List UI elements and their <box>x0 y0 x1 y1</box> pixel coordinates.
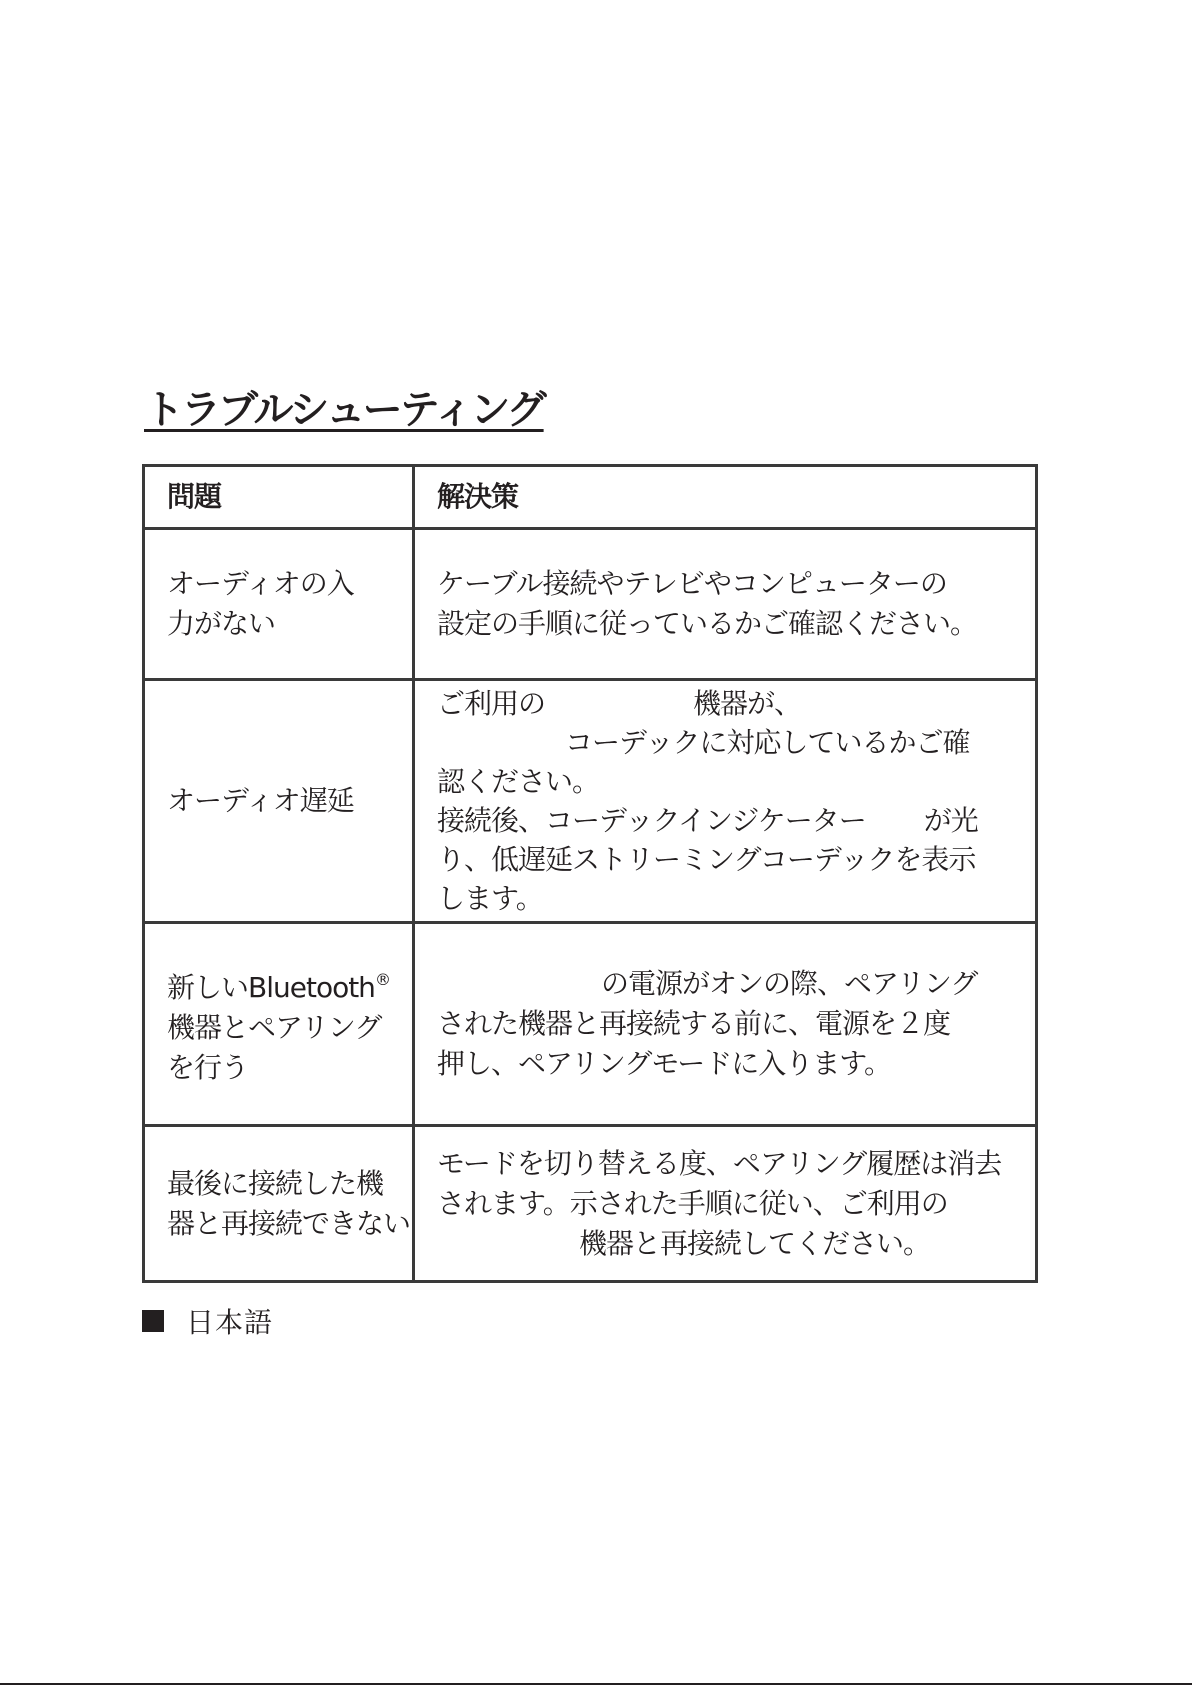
solution-text: の電源がオンの際、ペアリング <box>601 967 978 1000</box>
problem-text: 力がない <box>167 607 276 640</box>
page-title: トラブルシューティング <box>144 387 544 433</box>
table-row <box>144 1126 1037 1282</box>
solution-cell <box>414 680 1037 923</box>
problem-text: オーディオの入 <box>167 567 354 600</box>
solution-text: された機器と再接続する前に、電源を２度 <box>437 1007 951 1040</box>
problem-text: オーディオ遅延 <box>167 784 354 817</box>
table-row <box>144 923 1037 1126</box>
problem-text: 機器とペアリング <box>167 1011 382 1044</box>
language-footer <box>142 1303 273 1339</box>
problem-text: 器と再接続できない <box>167 1206 411 1240</box>
solution-text: コーデックに対応しているかご確 <box>565 726 970 759</box>
solution-text: り、低遅延ストリーミングコーデックを表示 <box>437 843 976 876</box>
solution-text: 接続後、コーデックインジケーター が光 <box>437 804 978 837</box>
problem-cell <box>144 529 414 680</box>
solution-cell <box>414 923 1037 1126</box>
table-row <box>144 529 1037 680</box>
table-row <box>144 680 1037 923</box>
solution-cell <box>414 1126 1037 1282</box>
solution-text: 機器と再接続してください。 <box>579 1226 931 1260</box>
problem-text: 新しいBluetooth® <box>167 970 390 1004</box>
solution-text: 設定の手順に従っているかご確認ください。 <box>437 607 978 640</box>
solution-text: モードを切り替える度、ペアリング履歴は消去 <box>437 1146 1002 1180</box>
header-solution: 解決策 <box>414 466 1037 529</box>
problem-cell <box>144 923 414 1126</box>
solution-text: します。 <box>437 882 543 915</box>
header-problem: 問題 <box>144 466 414 529</box>
troubleshooting-table <box>142 464 1038 1283</box>
solution-text: されます。示された手順に従い、ご利用の <box>437 1186 948 1220</box>
problem-text: 最後に接続した機 <box>167 1166 384 1200</box>
registered-mark: ® <box>374 970 390 989</box>
solution-text: ご利用の 機器が、 <box>437 687 802 720</box>
solution-text: 押し、ペアリングモードに入ります。 <box>437 1047 891 1080</box>
language-label: 日本語 <box>186 1306 274 1339</box>
square-icon <box>142 1310 164 1332</box>
problem-cell <box>144 680 414 923</box>
problem-text: を行う <box>167 1051 249 1084</box>
solution-text: ケーブル接続やテレビやコンピューターの <box>437 567 947 600</box>
problem-cell <box>144 1126 414 1282</box>
table-header-row <box>144 466 1037 529</box>
solution-cell <box>414 529 1037 680</box>
solution-text: 認ください。 <box>437 765 600 798</box>
